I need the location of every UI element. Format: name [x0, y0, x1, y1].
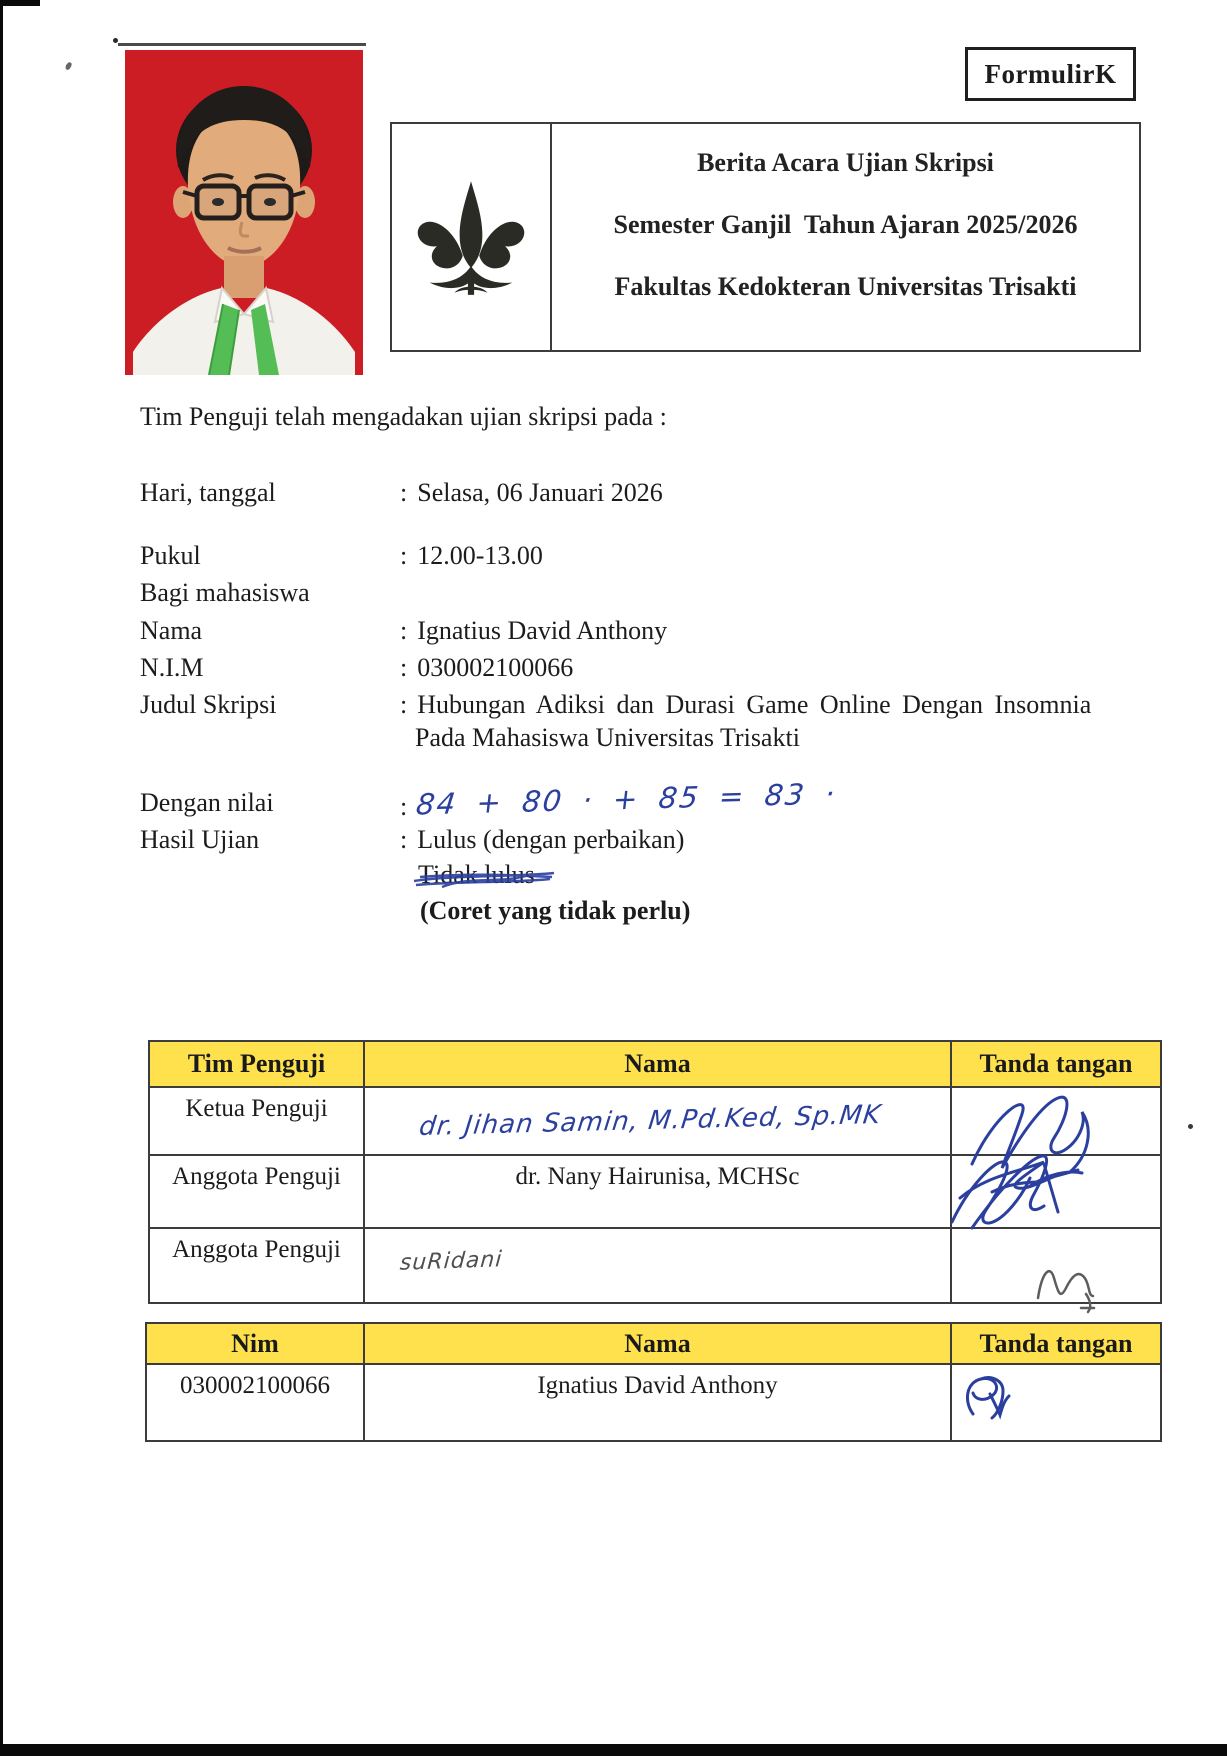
ink-speck	[1188, 1124, 1193, 1129]
examiners-table-wrap	[148, 1040, 1162, 1304]
field-label: Pukul	[140, 541, 201, 570]
student-nim: 030002100066	[146, 1364, 364, 1441]
signature-cell	[951, 1228, 1161, 1303]
column-header: Nim	[146, 1323, 364, 1364]
header-title-line2: Semester Ganjil Tahun Ajaran 2025/2026	[613, 210, 1078, 239]
table-row	[149, 1155, 1161, 1228]
table-row	[149, 1228, 1161, 1303]
examiner-role: Anggota Penguji	[149, 1155, 364, 1228]
handwritten-grade-value: 84 + 80 · + 85 = 83 ·	[414, 776, 839, 822]
table-row	[146, 1364, 1161, 1441]
colon: :	[400, 792, 408, 821]
colon: :	[400, 653, 408, 682]
signature-cell	[951, 1155, 1161, 1228]
student-table	[145, 1322, 1162, 1442]
examiner-name-cell	[364, 1087, 951, 1155]
examiner-name-cell	[364, 1228, 951, 1303]
field-value: 12.00-13.00	[417, 541, 543, 570]
field-label: Judul Skripsi	[140, 690, 277, 719]
field-value: Lulus (dengan perbaikan)	[417, 825, 685, 854]
field-value-line1: Hubungan Adiksi dan Durasi Game Online Dengan Insomnia	[417, 690, 1092, 719]
field-label: Nama	[140, 616, 203, 645]
field-value: 030002100066	[417, 653, 574, 682]
column-header: Nama	[364, 1041, 951, 1087]
scan-edge-bottom	[0, 1744, 1227, 1756]
signature-cell	[951, 1087, 1161, 1155]
field-label: Hasil Ujian	[140, 825, 260, 854]
student-photo	[125, 50, 363, 375]
table-row	[149, 1087, 1161, 1155]
strike-instruction-note: (Coret yang tidak perlu)	[420, 896, 691, 925]
signature-cell	[951, 1364, 1161, 1441]
colon: :	[400, 616, 408, 645]
column-header: Tim Penguji	[149, 1041, 364, 1087]
student-name: Ignatius David Anthony	[364, 1364, 951, 1441]
field-value: Ignatius David Anthony	[417, 616, 668, 645]
column-header: Tanda tangan	[951, 1041, 1161, 1087]
crossed-out-text: Tidak lulus	[418, 860, 535, 889]
colon: :	[400, 541, 408, 570]
header-title-block	[552, 124, 1139, 350]
column-header: Nama	[364, 1323, 951, 1364]
scan-edge-top-corner	[0, 0, 40, 6]
field-value-line2: Pada Mahasiswa Universitas Trisakti	[415, 723, 800, 752]
form-code-label: FormulirK	[984, 58, 1117, 89]
crossed-out-option	[418, 860, 535, 890]
colon: :	[400, 690, 408, 719]
field-row-hasil-ujian	[140, 825, 1090, 945]
scan-edge-left	[0, 0, 3, 1756]
field-label: N.I.M	[140, 653, 204, 682]
examiners-table	[148, 1040, 1162, 1304]
student-table-wrap	[145, 1322, 1162, 1442]
colon: :	[400, 478, 408, 507]
handwritten-examiner-name: suRidani	[398, 1247, 504, 1276]
form-code-box	[965, 47, 1136, 101]
photo-top-line	[118, 43, 366, 46]
student-photo-image	[125, 50, 363, 375]
field-value: Selasa, 06 Januari 2026	[417, 478, 663, 507]
examiner-role: Ketua Penguji	[149, 1087, 364, 1155]
column-header: Tanda tangan	[951, 1323, 1161, 1364]
colon: :	[400, 825, 408, 854]
header-title-line1: Berita Acara Ujian Skripsi	[697, 148, 994, 177]
examiner-role: Anggota Penguji	[149, 1228, 364, 1303]
ink-speck	[65, 61, 73, 70]
field-label: Dengan nilai	[140, 788, 274, 817]
header-title-line3: Fakultas Kedokteran Universitas Trisakti	[614, 272, 1077, 301]
intro-text: Tim Penguji telah mengadakan ujian skripsi pada :	[140, 402, 667, 431]
field-label: Hari, tanggal	[140, 478, 276, 507]
field-label: Bagi mahasiswa	[140, 578, 310, 607]
trisakti-logo-icon	[409, 175, 533, 299]
handwritten-examiner-name: dr. Jihan Samin, M.Pd.Ked, Sp.MK	[417, 1099, 883, 1143]
document-header-box	[390, 122, 1141, 352]
examiner-name: dr. Nany Hairunisa, MCHSc	[364, 1155, 951, 1228]
logo-cell	[392, 124, 552, 350]
